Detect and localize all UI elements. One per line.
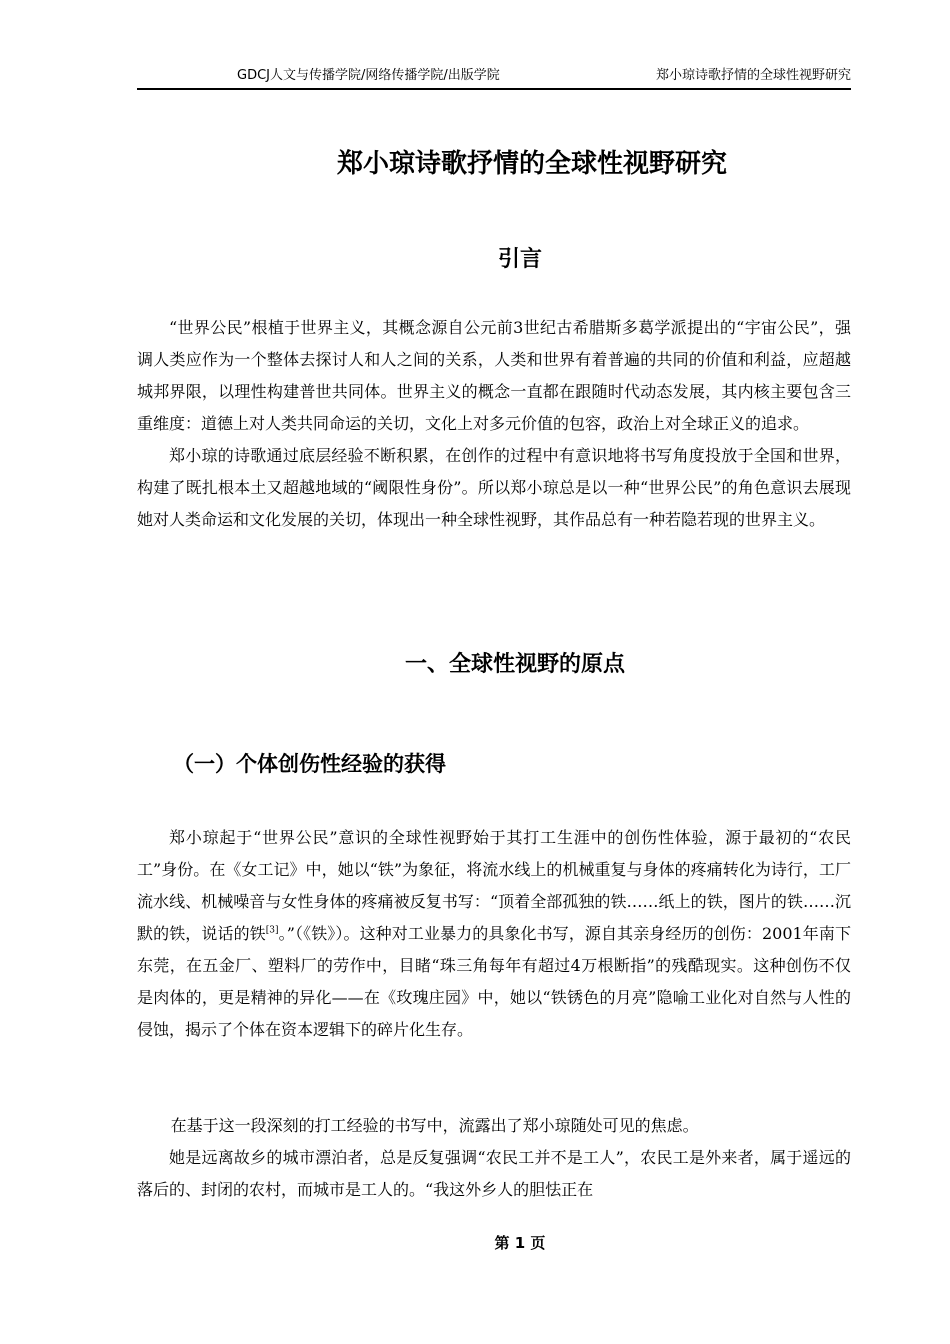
paragraph-section1-1 bbox=[137, 822, 851, 1046]
paragraph-intro-1: “世界公民”根植于世界主义，其概念源自公元前3世纪古希腊斯多葛学派提出的“宇宙公民”，强调人类应作为一个整体去探讨人和人之间的关系，人类和世界有着普遍的共同的价值和利益，应超越城邦界限，以理性构建普世共同体。世界主义的概念一直都在跟随时代动态发展，其内核主要包含三重维度：道德上对人类共同命运的关切，文化上对多元价值的包容，政治上对全球正义的追求。 bbox=[137, 318, 851, 433]
paragraph-intro-2: 郑小琼的诗歌通过底层经验不断积累，在创作的过程中有意识地将书写角度投放于全国和世界，构建了既扎根本土又超越地域的“阈限性身份”。所以郑小琼总是以一种“世界公民”的角色意识去展现她对人类命运和文化发展的关切，体现出一种全球性视野，其作品总有一种若隐若现的世界主义。 bbox=[137, 446, 851, 529]
heading-section-1: 一、全球性视野的原点 bbox=[404, 652, 625, 677]
header-institution: GDCJ人文与传播学院/网络传播学院/出版学院 bbox=[237, 68, 500, 83]
paragraph-section1-2: 在基于这一段深刻的打工经验的书写中，流露出了郑小琼随处可见的焦虑。 bbox=[170, 1116, 699, 1135]
heading-subsection-1: （一）个体创伤性经验的获得 bbox=[173, 752, 446, 776]
header-paper-title: 郑小琼诗歌抒情的全球性视野研究 bbox=[655, 68, 851, 83]
paragraph-section1-3: 她是远离故乡的城市漂泊者，总是反复强调“农民工并不是工人”，农民工是外来者，属于遥远的落后的、封闭的农村，而城市是工人的。“我这外乡人的胆怯正在 bbox=[137, 1148, 851, 1199]
citation-reference[interactable]: [3] bbox=[265, 925, 279, 936]
paragraph-text-part: 。”（《铁》）。这种对工业暴力的具象化书写，源自其亲身经历的创伤：2001年南下东莞，在五金厂、塑料厂的劳作中，目睹“珠三角每年有超过4万根断指”的残酷现实。这种创伤不仅是肉体的，更是精神的异化——在《玫瑰庄园》中，她以“铁锈色的月亮”隐喻工业化对自然与人性的侵蚀，揭示了个体在资本逻辑下的碎片化生存。 bbox=[137, 924, 851, 1039]
page-number: 第 1 页 bbox=[494, 1234, 546, 1252]
page-header bbox=[137, 66, 851, 86]
heading-introduction: 引言 bbox=[497, 247, 542, 272]
paper-title: 郑小琼诗歌抒情的全球性视野研究 bbox=[336, 149, 727, 179]
paragraph-text-part: 郑小琼起于“世界公民”意识的全球性视野始于其打工生涯中的创伤性体验，源于最初的“农民工”身份。在《女工记》中，她以“铁”为象征，将流水线上的机械重复与身体的疼痛转化为诗行，工厂流水线、机械噪音与女性身体的疼痛被反复书写：“顶着全部孤独的铁……纸上的铁，图片的铁……沉默的铁，说话的铁 bbox=[137, 828, 851, 943]
header-rule bbox=[137, 88, 851, 90]
